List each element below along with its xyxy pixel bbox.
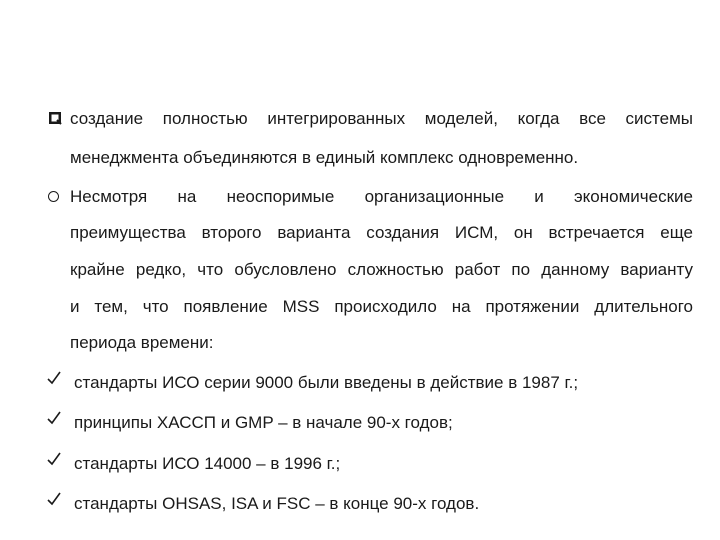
paragraph2-line2: преимущества второго варианта создания ИСМ, он встречается еще (70, 223, 693, 242)
checklist-item: стандарты ИСО серии 9000 были введены в действие в 1987 г.; (74, 373, 579, 392)
paragraph1-line1: создание полностью интегрированных моделей, когда все системы (70, 109, 693, 128)
paragraph2-line1: Несмотря на неоспоримые организационные и экономические (70, 187, 693, 206)
paragraph1-line2: менеджмента объединяются в единый комплекс одновременно. (70, 148, 579, 167)
checkmark-icon (46, 451, 62, 467)
circle-bullet-icon (48, 191, 59, 202)
paragraph2-line3: крайне редко, что обусловлено сложностью работ по данному варианту (70, 260, 693, 279)
paragraph2-line5: периода времени: (70, 333, 214, 352)
square-bullet-icon (48, 111, 62, 125)
checkmark-icon (46, 370, 62, 386)
checkmark-icon (46, 410, 62, 426)
checklist-item: принципы ХАССП и GMP – в начале 90-х годов; (74, 413, 453, 432)
paragraph2-line4: и тем, что появление MSS происходило на протяжении длительного (70, 297, 693, 316)
checklist-item: стандарты ИСО 14000 – в 1996 г.; (74, 454, 341, 473)
checkmark-icon (46, 491, 62, 507)
checklist-item: стандарты OHSAS, ISA и FSC – в конце 90-х годов. (74, 494, 480, 513)
